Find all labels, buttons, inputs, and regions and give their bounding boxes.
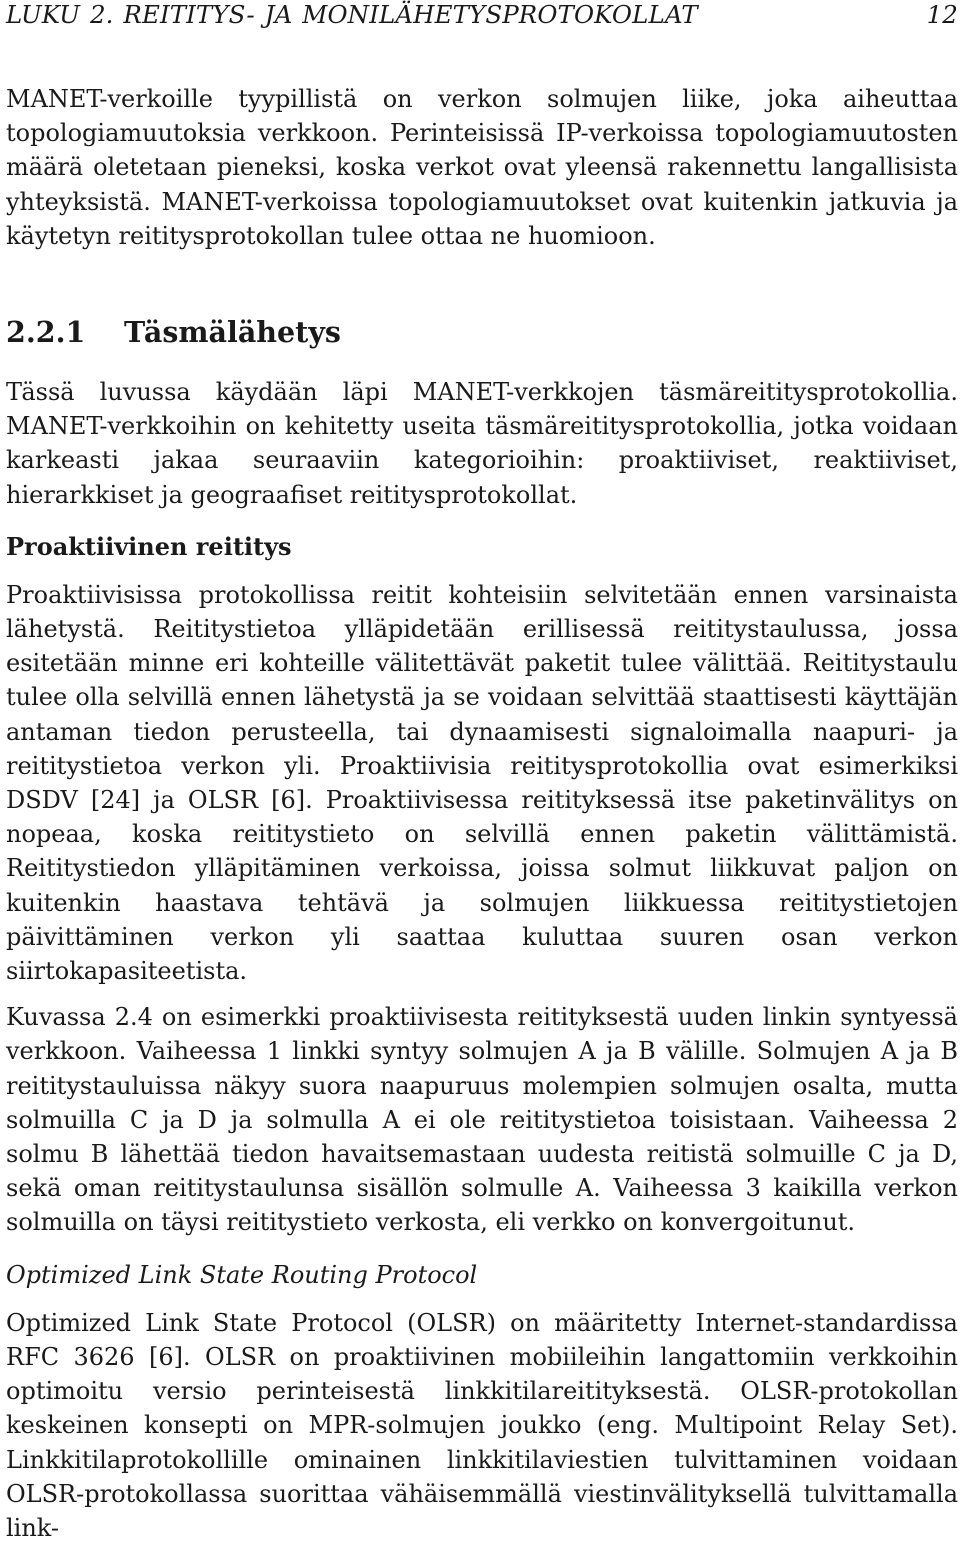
section-title: Täsmälähetys bbox=[124, 315, 341, 350]
section-number: 2.2.1 bbox=[6, 315, 86, 350]
section-intro-paragraph: Tässä luvussa käydään läpi MANET-verkkojen täsmäreititysprotokollia. MANET-verkkoihin on kehitetty useita täsmäreititysprotokollia, jotka voidaan karkeasti jakaa seuraaviin kategorioihin: proaktiiviset, reaktiiviset, hierarkkiset ja geograafiset reititysprotokollat. bbox=[6, 378, 958, 509]
proactive-paragraph-1: Proaktiivisissa protokollissa reitit kohteisiin selvitetään ennen varsinaista lähetystä. Reititystietoa ylläpidetään erillisessä reititystaulussa, jossa esitetään minne eri kohteille välitettävät paketit tulee välittää. Reititystaulu tulee olla selvillä ennen lähetystä ja se voidaan selvittää staattisesti käyttäjän antaman tiedon perusteella, tai dynaamisesti signaloimalla naapuri- ja reititystietoa verkon yli. Proaktiivisia reititysprotokollia ovat esimerkiksi DSDV [24] ja OLSR [6]. Proaktiivisessa reitityksessä itse paketinvälitys on nopeaa, koska reititystieto on selvillä ennen paketin välittämistä. Reititystiedon ylläpitäminen verkoissa, joissa solmut liikkuvat paljon on kuitenkin haastava tehtävä ja solmujen liikkuessa reititystietojen päivittäminen verkon yli saattaa kuluttaa suuren osan verkon siirtokapasiteetista. bbox=[6, 580, 958, 986]
olsr-heading: Optimized Link State Routing Protocol bbox=[6, 1260, 478, 1289]
page-number: 12 bbox=[926, 0, 958, 29]
running-header bbox=[6, 0, 958, 34]
olsr-paragraph: Optimized Link State Protocol (OLSR) on määritetty Internet-standardissa RFC 3626 [6]. OLSR on proaktiivinen mobiileihin langattomiin verkkoihin optimoitu versio perinteisestä linkkitilareitityksestä. OLSR-protokollan keskeinen konsepti on MPR-solmujen joukko (eng. Multipoint Relay Set). Linkkitilaprotokollille ominainen linkkitilaviestien tulvittaminen voidaan OLSR-protokollassa suorittaa vähäisemmällä viestinvälityksellä tulvittamalla link- bbox=[6, 1308, 958, 1542]
chapter-title: LUKU 2. REITITYS- JA MONILÄHETYSPROTOKOLLAT bbox=[6, 0, 698, 29]
intro-paragraph: MANET-verkoille tyypillistä on verkon solmujen liike, joka aiheuttaa topologiamuutoksia verkkoon. Perinteisissä IP-verkoissa topologiamuutosten määrä oletetaan pieneksi, koska verkot ovat yleensä rakennettu langallisista yhteyksistä. MANET-verkoissa topologiamuutokset ovat kuitenkin jatkuvia ja käytetyn reititysprotokollan tulee ottaa ne huomioon. bbox=[6, 85, 958, 250]
proactive-paragraph-2: Kuvassa 2.4 on esimerkki proaktiivisesta reitityksestä uuden linkin syntyessä verkkoon. Vaiheessa 1 linkki syntyy solmujen A ja B välille. Solmujen A ja B reititystauluissa näkyy suora naapuruus molempien solmujen osalta, mutta solmuilla C ja D ja solmulla A ei ole reititystietoa toisistaan. Vaiheessa 2 solmu B lähettää tiedon havaitsemastaan uudesta reitistä solmuille C ja D, sekä oman reititystaulunsa sisällön solmulle A. Vaiheessa 3 kaikilla verkon solmuilla on täysi reititystieto verkosta, eli verkko on konvergoitunut. bbox=[6, 1003, 958, 1237]
proactive-routing-heading: Proaktiivinen reititys bbox=[6, 531, 292, 561]
section-heading bbox=[6, 315, 958, 349]
